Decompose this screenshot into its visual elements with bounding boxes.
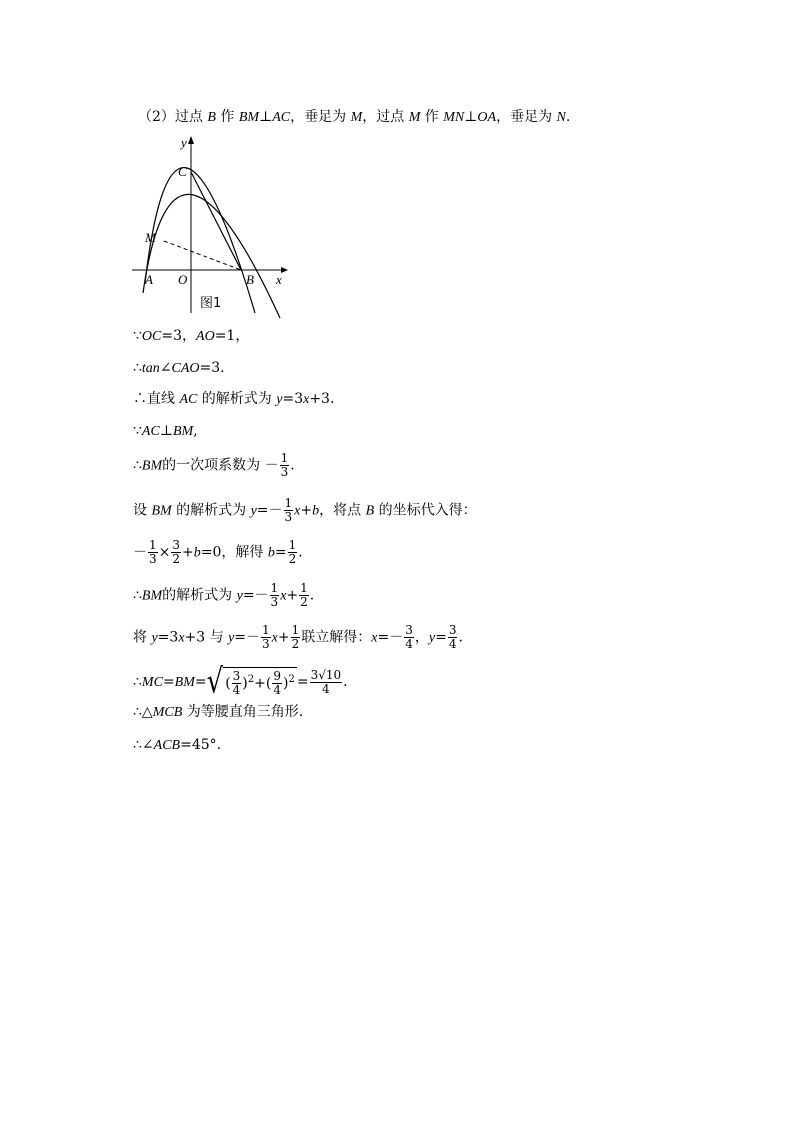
figure-graph: [130, 133, 292, 318]
fraction: $\frac{3}{4}$: [405, 623, 413, 651]
fraction: $\frac{1}{3}$: [262, 623, 270, 651]
step-6: 设 BM 的解析式为 y=－ $\frac{1}{3}$ x+b，将点 B 的坐标代入得：: [133, 496, 477, 524]
label-x: x: [276, 272, 282, 287]
fraction: $\frac{3}{4}$: [232, 669, 241, 697]
y-axis-arrow: [188, 136, 194, 144]
step-11: ∴△MCB 为等腰直角三角形.: [133, 704, 304, 720]
fraction: $\frac{1}{2}$: [300, 581, 308, 609]
fraction: $\frac{1}{3}$: [284, 496, 293, 524]
figure-caption: 图1: [200, 296, 222, 311]
label-O: O: [178, 272, 188, 287]
step-2: ∴tan∠CAO=3.: [133, 360, 225, 376]
step-8: ∴BM的解析式为 y=－ $\frac{1}{3}$ x+ $\frac{1}{2}$ .: [133, 581, 315, 609]
label-B: B: [246, 272, 254, 287]
step-9: 将 y=3x+3 与 y=－ $\frac{1}{3}$ x+ $\frac{1}{2}$ 联立解得：x=－ $\frac{3}{4}$ ，y= $\frac{3}{4}$ .: [133, 623, 463, 651]
label-y: y: [181, 135, 187, 150]
parabola-figure: [130, 133, 292, 318]
step-7: － $\frac{1}{3}$ × $\frac{3}{2}$ +b=0，解得 b= $\frac{1}{2}$ .: [133, 538, 303, 566]
fraction: $\frac{1}{2}$: [291, 623, 300, 651]
intro-line: （2）过点 B 作 BM⊥AC，垂足为 M，过点 M 作 MN⊥OA，垂足为 N.: [138, 109, 571, 125]
segment-mb-dashed: [164, 241, 241, 270]
step-10: ∴MC=BM=√ ( $\frac{3}{4}$ )$^2$+( $\frac{9}{4}$ )$^2$ = $\frac{3√10}{4}$ .: [133, 662, 348, 702]
step-3: ∴直线 AC 的解析式为 y=3x+3.: [133, 391, 335, 407]
fraction: $\frac{1}{3}$: [149, 538, 157, 566]
label-A: A: [145, 272, 153, 287]
step-5: ∴BM的一次项系数为 － $\frac{1}{3}$ .: [133, 451, 295, 479]
fraction: $\frac{1}{2}$: [288, 538, 297, 566]
step-1: ∵OC=3，AO=1，: [133, 328, 250, 344]
fraction: $\frac{1}{3}$: [280, 451, 289, 479]
step-12: ∴∠ACB=45°.: [133, 737, 222, 753]
radical-sign: √: [206, 662, 224, 702]
label-M: M: [145, 230, 156, 245]
fraction: $\frac{3}{2}$: [172, 538, 181, 566]
segment-cb: [191, 172, 241, 270]
square-root: √ ( $\frac{3}{4}$ )$^2$+( $\frac{9}{4}$ )$^2$: [206, 662, 295, 702]
fraction: $\frac{1}{3}$: [270, 581, 279, 609]
x-axis-arrow: [281, 267, 288, 273]
fraction: $\frac{3}{4}$: [448, 623, 457, 651]
label-C: C: [178, 164, 187, 179]
fraction: $\frac{9}{4}$: [273, 669, 281, 697]
fraction: $\frac{3√10}{4}$: [310, 667, 342, 696]
step-4: ∵AC⊥BM,: [133, 423, 198, 439]
